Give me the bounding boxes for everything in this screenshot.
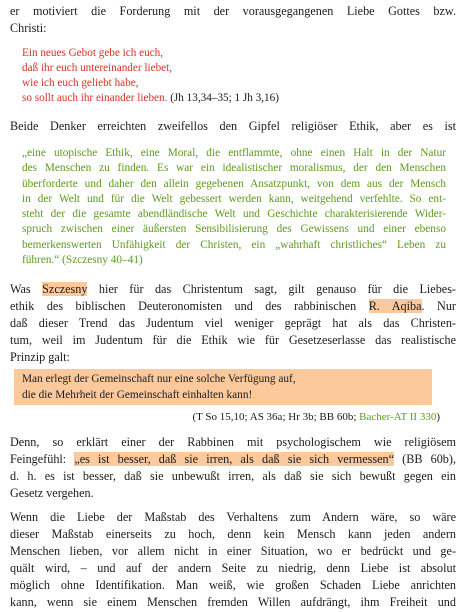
para4-line: dieser Maßstab einerseits zu hoch, denn kein Mensch kann jeden andern <box>10 527 456 541</box>
para4-line: möglich ohne Identifikation. Man weiß, wie großen Schaden Liebe anrichten <box>10 578 456 592</box>
para3-line-2 <box>10 451 456 468</box>
para2-text: . Nur <box>421 299 456 313</box>
reference-text: ) <box>436 411 440 423</box>
verse-line-2: daß ihr euch untereinander liebet, <box>22 62 173 74</box>
quote1-line: in der Welt und für die Welt gebessert werden kann, weitgehend verfehlte. So ent- <box>22 193 446 205</box>
para2-line-4: tum, weil im Judentum für die Ethik wie für Gesetzeserlasse das realistische <box>10 333 456 347</box>
boxquote-line-2: die die Mehrheit der Gemeinschaft einhalten kann! <box>22 389 253 401</box>
quote1-line: steht der die gesamte abendländische Welt und Geschichte charakterisierende Wider- <box>22 208 446 220</box>
highlight-szczesny: Szczesny <box>42 282 88 296</box>
verse-line-4-text: so sollt auch ihr einander lieben. <box>22 92 168 104</box>
verse-line-3: wie ich euch geliebt habe, <box>22 77 139 89</box>
reference-bacher: Bacher-AT II 330 <box>359 411 437 423</box>
boxquote-line-1: Man erlegt der Gemeinschaft nur eine solche Verfügung auf, <box>22 373 296 385</box>
para3-line-4: Gesetz vergehen. <box>10 486 94 500</box>
paragraph-1: Beide Denker erreichten zweifellos den Gipfel religiöser Ethik, aber es ist <box>10 119 456 133</box>
quote1-last-line: führen.“ (Szczesny 40–41) <box>22 254 143 266</box>
para2-line-3: daß dieser Trend das Judentum viel weniger geprägt hat als das Christen- <box>10 316 456 330</box>
para2-line-2 <box>10 298 456 315</box>
quote1-line: überforderte und daher den allein gegebenen Ansatzpunkt, von dem aus der Mensch <box>22 178 446 190</box>
quote1-line: bemerkenswerten Unfähigkeit der Christen, ein „wahrhaft christliches“ Leben zu <box>22 239 446 251</box>
reference-text: (T So 15,10; AS 36a; Hr 3b; BB 60b; <box>192 411 360 423</box>
para4-line: Wenn die Liebe der Maßstab des Verhaltens zum Andern wäre, so wäre <box>10 510 456 524</box>
verse-reference: (Jh 13,34–35; 1 Jh 3,16) <box>167 92 279 104</box>
para3-text: (BB 60b), <box>394 452 457 466</box>
highlighted-quote <box>22 371 428 403</box>
quote1-line: des Menschen zu finden. Es war ein idealistischer moralismus, der den Menschen <box>22 162 446 174</box>
para3-text: Feingefühl: <box>10 452 75 466</box>
para2-line-5: Prinzip galt: <box>10 350 70 364</box>
para4-line: Menschen lieben, vor allem nicht in einer Situation, wo er bedrückt und ge- <box>10 544 456 558</box>
para3-line-3: d. h. es ist besser, daß sie unbewußt irren, als daß sie sich bewußt gegen ein <box>10 469 456 483</box>
para3-line-1: Denn, so erklärt einer der Rabbinen mit psychologischem wie religiösem <box>10 435 456 449</box>
highlight-r-aqiba: R. Aqiba <box>368 299 422 313</box>
reference-line <box>193 410 441 425</box>
verse-line-4 <box>22 91 442 106</box>
intro-line-2: Christi: <box>10 21 47 35</box>
para4-line: kann, wenn sie einem Menschen fremden Willen aufdrängt, ihm Freiheit und <box>10 595 456 609</box>
verse-line-1: Ein neues Gebot gebe ich euch, <box>22 47 164 59</box>
highlight-rabbinic-saying: „es ist besser, daß sie irren, als daß sie sich vermessen“ <box>74 452 395 466</box>
intro-line-1: er motiviert die Forderung mit der vorausgegangenen Liebe Gottes bzw. <box>10 4 456 18</box>
quote1-line: „eine utopische Ethik, eine Moral, die entflammte, ohne einen Halt in der Natur <box>22 147 446 159</box>
quote1-line: spruch zwischen einer äußersten Sensibilisierung des Gewissens und einer ebenso <box>22 223 446 235</box>
para2-text: ethik des biblischen Deuteronomisten und des rabbinischen <box>10 299 369 313</box>
para4-line: quält wird, – und auf der andern Seite zu niedrig, denn Liebe ist absolut <box>10 561 456 575</box>
para2-line-1 <box>10 281 456 298</box>
para2-text: hier für das Christentum sagt, gilt genauso für die Liebes- <box>87 282 456 296</box>
para2-text: Was <box>10 282 43 296</box>
